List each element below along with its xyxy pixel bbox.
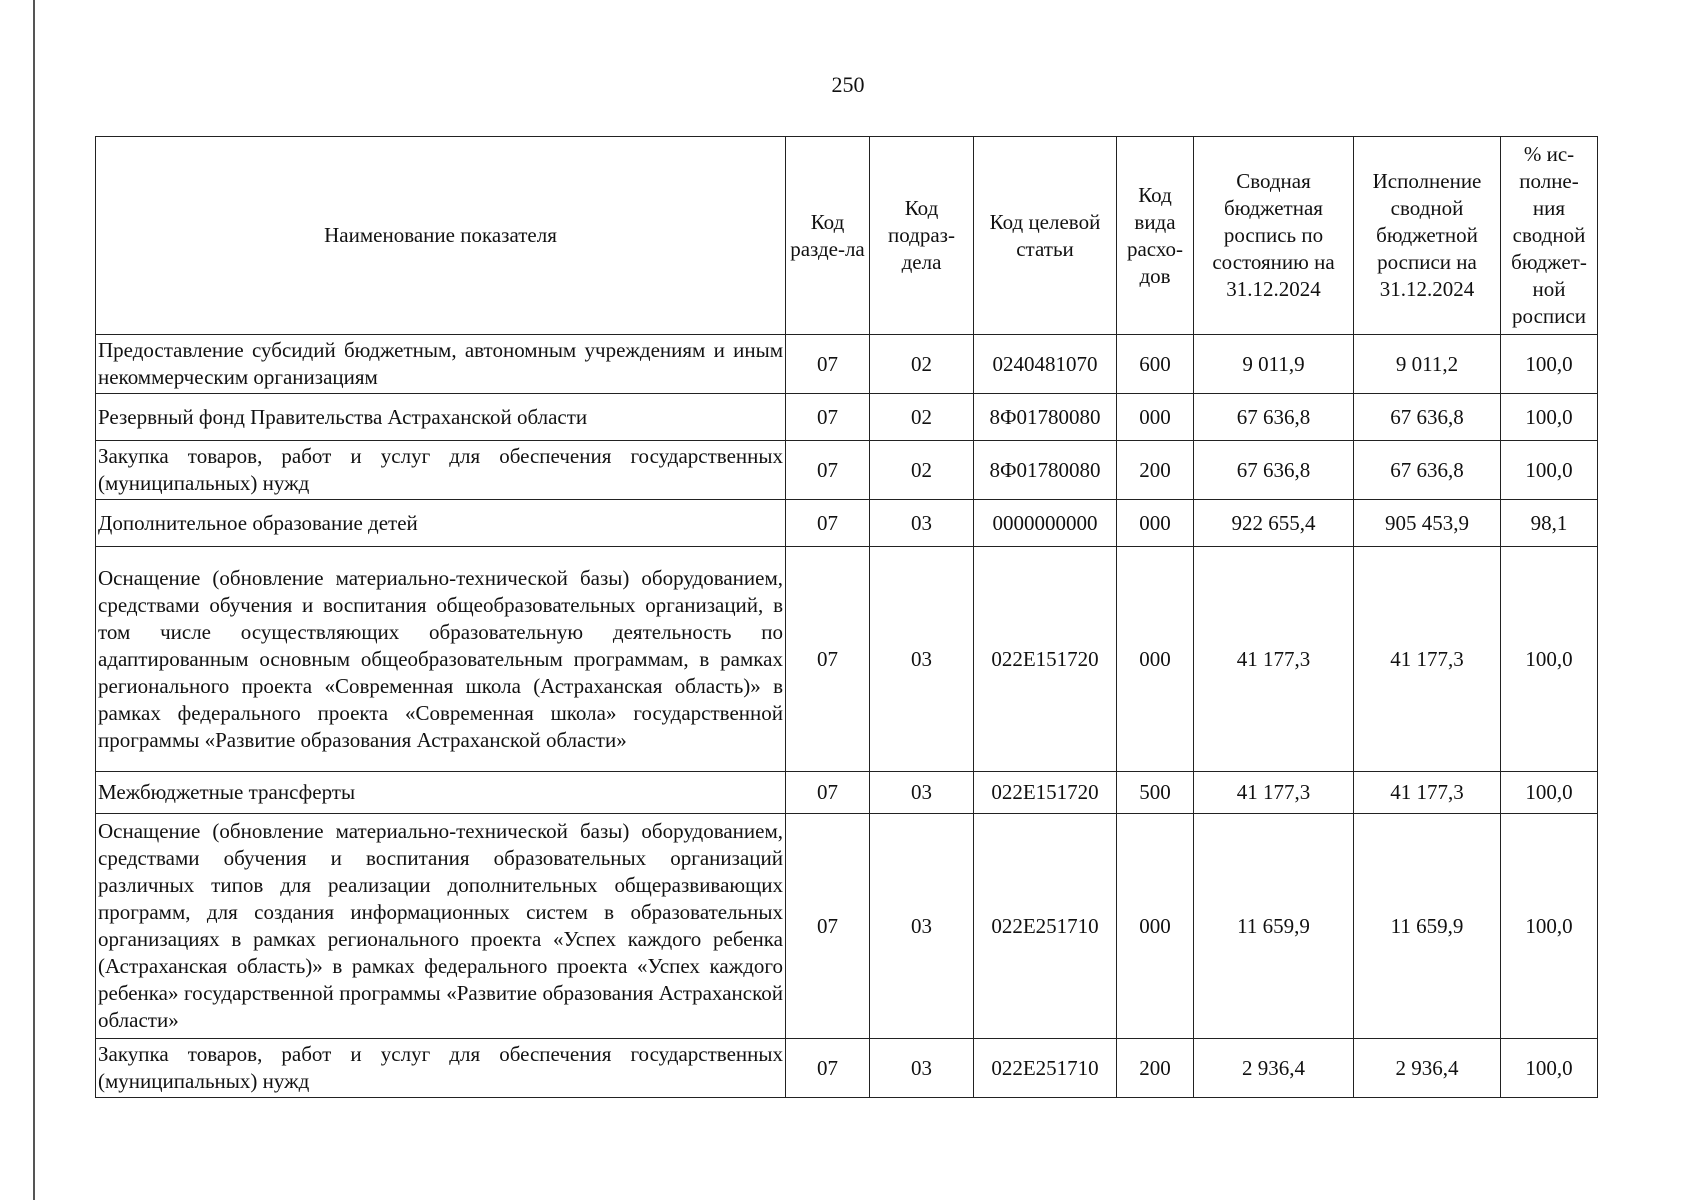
- expense-type-code: 200: [1117, 441, 1194, 500]
- header-expense-type-code: Код вида расхо-дов: [1117, 137, 1194, 335]
- section-code: 07: [786, 500, 870, 547]
- header-budget-plan: Сводная бюджетная роспись по состоянию на 31.12.2024: [1194, 137, 1354, 335]
- table-row: [96, 394, 1598, 441]
- indicator-name: Оснащение (обновление материально-технической базы) оборудованием, средствами обучения и воспитания общеобразовательных организаций, в том числе осуществляющих образовательную деятельность по адаптированным основным общеобразовательным программам, в рамках регионального проекта «Современная школа (Астраханская область)» в рамках федерального проекта «Современная школа» государственной программы «Развитие образования Астраханской области»: [96, 547, 786, 772]
- target-code: 8Ф01780080: [974, 441, 1117, 500]
- budget-plan-value: 11 659,9: [1194, 814, 1354, 1039]
- percent-value: 100,0: [1501, 814, 1598, 1039]
- table-header-row: [96, 137, 1598, 335]
- table-row: [96, 772, 1598, 814]
- budget-plan-value: 41 177,3: [1194, 772, 1354, 814]
- subsection-code: 02: [870, 441, 974, 500]
- expense-type-code: 200: [1117, 1039, 1194, 1098]
- subsection-code: 03: [870, 547, 974, 772]
- budget-plan-value: 41 177,3: [1194, 547, 1354, 772]
- table-row: [96, 547, 1598, 772]
- target-code: 0240481070: [974, 335, 1117, 394]
- budget-plan-value: 67 636,8: [1194, 394, 1354, 441]
- section-code: 07: [786, 547, 870, 772]
- execution-value: 41 177,3: [1354, 547, 1501, 772]
- header-percent-executed: % ис-полне-ния сводной бюджет-ной росписи: [1501, 137, 1598, 335]
- table-row: [96, 1039, 1598, 1098]
- budget-plan-value: 922 655,4: [1194, 500, 1354, 547]
- percent-value: 100,0: [1501, 547, 1598, 772]
- execution-value: 9 011,2: [1354, 335, 1501, 394]
- indicator-name: Межбюджетные трансферты: [96, 772, 786, 814]
- budget-plan-value: 2 936,4: [1194, 1039, 1354, 1098]
- percent-value: 100,0: [1501, 441, 1598, 500]
- budget-execution-table: [95, 136, 1598, 1098]
- table-row: [96, 335, 1598, 394]
- header-target-code: Код целевой статьи: [974, 137, 1117, 335]
- section-code: 07: [786, 772, 870, 814]
- budget-plan-value: 67 636,8: [1194, 441, 1354, 500]
- header-section-code: Код разде-ла: [786, 137, 870, 335]
- subsection-code: 03: [870, 1039, 974, 1098]
- subsection-code: 03: [870, 814, 974, 1039]
- section-code: 07: [786, 335, 870, 394]
- section-code: 07: [786, 394, 870, 441]
- target-code: 8Ф01780080: [974, 394, 1117, 441]
- target-code: 022Е151720: [974, 547, 1117, 772]
- percent-value: 98,1: [1501, 500, 1598, 547]
- section-code: 07: [786, 1039, 870, 1098]
- execution-value: 905 453,9: [1354, 500, 1501, 547]
- table-row: [96, 500, 1598, 547]
- expense-type-code: 000: [1117, 547, 1194, 772]
- expense-type-code: 000: [1117, 394, 1194, 441]
- percent-value: 100,0: [1501, 335, 1598, 394]
- indicator-name: Дополнительное образование детей: [96, 500, 786, 547]
- expense-type-code: 600: [1117, 335, 1194, 394]
- page-edge-line: [33, 0, 35, 1200]
- expense-type-code: 500: [1117, 772, 1194, 814]
- target-code: 022Е251710: [974, 1039, 1117, 1098]
- percent-value: 100,0: [1501, 1039, 1598, 1098]
- indicator-name: Резервный фонд Правительства Астраханской области: [96, 394, 786, 441]
- budget-plan-value: 9 011,9: [1194, 335, 1354, 394]
- percent-value: 100,0: [1501, 772, 1598, 814]
- percent-value: 100,0: [1501, 394, 1598, 441]
- page-number: 250: [831, 72, 865, 97]
- execution-value: 67 636,8: [1354, 394, 1501, 441]
- subsection-code: 02: [870, 335, 974, 394]
- section-code: 07: [786, 814, 870, 1039]
- header-execution: Исполнение сводной бюджетной росписи на 31.12.2024: [1354, 137, 1501, 335]
- execution-value: 2 936,4: [1354, 1039, 1501, 1098]
- target-code: 022Е151720: [974, 772, 1117, 814]
- target-code: 0000000000: [974, 500, 1117, 547]
- execution-value: 41 177,3: [1354, 772, 1501, 814]
- target-code: 022Е251710: [974, 814, 1117, 1039]
- expense-type-code: 000: [1117, 500, 1194, 547]
- indicator-name: Закупка товаров, работ и услуг для обеспечения государственных (муниципальных) нужд: [96, 441, 786, 500]
- header-indicator-name: Наименование показателя: [96, 137, 786, 335]
- subsection-code: 02: [870, 394, 974, 441]
- table-row: [96, 441, 1598, 500]
- execution-value: 11 659,9: [1354, 814, 1501, 1039]
- table-row: [96, 814, 1598, 1039]
- expense-type-code: 000: [1117, 814, 1194, 1039]
- section-code: 07: [786, 441, 870, 500]
- execution-value: 67 636,8: [1354, 441, 1501, 500]
- subsection-code: 03: [870, 772, 974, 814]
- header-subsection-code: Код подраз-дела: [870, 137, 974, 335]
- indicator-name: Закупка товаров, работ и услуг для обеспечения государственных (муниципальных) нужд: [96, 1039, 786, 1098]
- indicator-name: Предоставление субсидий бюджетным, автономным учреждениям и иным некоммерческим организациям: [96, 335, 786, 394]
- indicator-name: Оснащение (обновление материально-технической базы) оборудованием, средствами обучения и воспитания образовательных организаций различных типов для реализации дополнительных общеразвивающих программ, для создания информационных систем в образовательных организациях в рамках регионального проекта «Успех каждого ребенка (Астраханская область)» в рамках федерального проекта «Успех каждого ребенка» государственной программы «Развитие образования Астраханской области»: [96, 814, 786, 1039]
- subsection-code: 03: [870, 500, 974, 547]
